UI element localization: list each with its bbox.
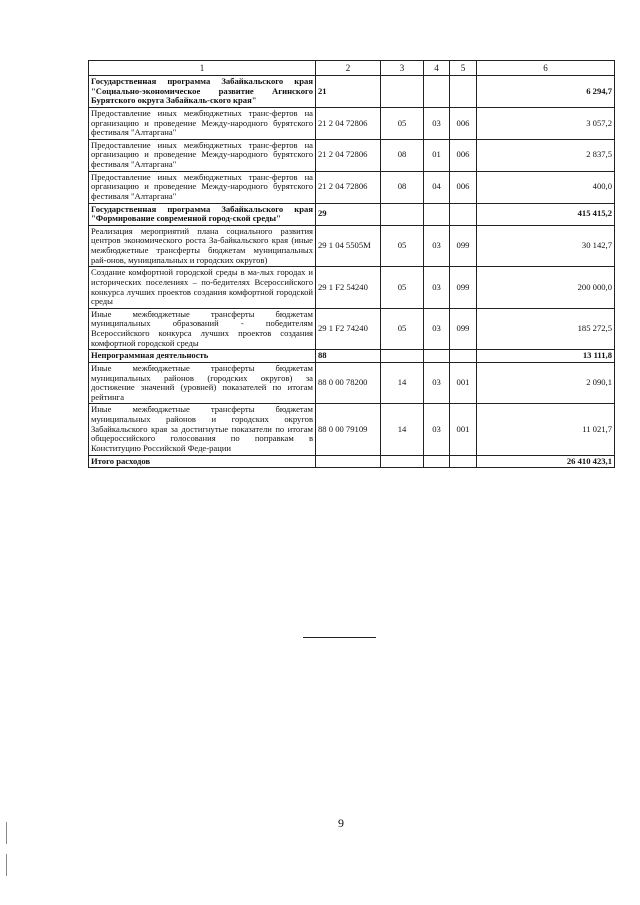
table-row <box>89 350 615 363</box>
cell-name: Иные межбюджетные трансферты бюджетам муниципальных районов (городских округов) за достижение значений (уровней) показателей по итогам рейтинга <box>89 362 316 404</box>
cell-name: Непрограммная деятельность <box>89 350 316 363</box>
cell-name: Государственная программа Забайкальского края "Социально-экономическое развитие Агинского Бурятского округа Забайкаль-ского края" <box>89 76 316 108</box>
cell-subsection: 03 <box>424 404 450 455</box>
cell-subsection <box>424 203 450 225</box>
cell-name: Государственная программа Забайкальского края "Формирование современной город-ской среды" <box>89 203 316 225</box>
cell-amount: 200 000,0 <box>477 267 615 309</box>
separator-line <box>303 637 376 638</box>
column-header-1: 1 <box>89 61 316 76</box>
cell-section: 05 <box>381 107 424 139</box>
cell-subsection: 04 <box>424 171 450 203</box>
cell-section: 14 <box>381 362 424 404</box>
cell-expense-type: 001 <box>450 404 477 455</box>
cell-expense-type: 001 <box>450 362 477 404</box>
table-row <box>89 404 615 455</box>
page-number: 9 <box>338 816 344 830</box>
cell-amount: 2 090,1 <box>477 362 615 404</box>
cell-subsection: 01 <box>424 139 450 171</box>
cell-amount: 185 272,5 <box>477 308 615 350</box>
table-row <box>89 76 615 108</box>
cell-section <box>381 455 424 468</box>
column-header-2: 2 <box>316 61 381 76</box>
margin-mark <box>6 854 7 876</box>
cell-subsection: 03 <box>424 225 450 267</box>
cell-target-code: 29 1 F2 74240 <box>316 308 381 350</box>
cell-section: 14 <box>381 404 424 455</box>
budget-table <box>88 60 615 468</box>
margin-mark <box>6 822 7 844</box>
cell-target-code: 29 1 F2 54240 <box>316 267 381 309</box>
table-row <box>89 107 615 139</box>
cell-section: 05 <box>381 308 424 350</box>
cell-amount: 30 142,7 <box>477 225 615 267</box>
cell-expense-type: 006 <box>450 139 477 171</box>
cell-target-code: 88 0 00 79109 <box>316 404 381 455</box>
cell-expense-type: 006 <box>450 171 477 203</box>
table-row <box>89 308 615 350</box>
cell-amount: 11 021,7 <box>477 404 615 455</box>
cell-expense-type: 099 <box>450 308 477 350</box>
cell-expense-type: 006 <box>450 107 477 139</box>
cell-subsection: 03 <box>424 267 450 309</box>
cell-target-code: 21 2 04 72806 <box>316 139 381 171</box>
table-row <box>89 362 615 404</box>
cell-expense-type <box>450 203 477 225</box>
cell-section: 05 <box>381 267 424 309</box>
table-row <box>89 139 615 171</box>
cell-target-code: 21 2 04 72806 <box>316 107 381 139</box>
column-header-4: 4 <box>424 61 450 76</box>
cell-expense-type: 099 <box>450 267 477 309</box>
cell-subsection: 03 <box>424 362 450 404</box>
cell-section <box>381 76 424 108</box>
cell-target-code: 21 2 04 72806 <box>316 171 381 203</box>
cell-amount: 3 057,2 <box>477 107 615 139</box>
cell-name: Иные межбюджетные трансферты бюджетам муниципальных образований - победителям Всероссийского конкурса лучших проектов создания комфортной городской среды <box>89 308 316 350</box>
cell-section: 08 <box>381 139 424 171</box>
cell-amount: 400,0 <box>477 171 615 203</box>
cell-name: Итого расходов <box>89 455 316 468</box>
table-row <box>89 203 615 225</box>
cell-amount: 2 837,5 <box>477 139 615 171</box>
cell-amount: 415 415,2 <box>477 203 615 225</box>
table-header-row <box>89 61 615 76</box>
cell-subsection: 03 <box>424 107 450 139</box>
cell-target-code: 88 <box>316 350 381 363</box>
cell-target-code: 29 1 04 5505М <box>316 225 381 267</box>
cell-subsection: 03 <box>424 308 450 350</box>
cell-section <box>381 350 424 363</box>
cell-name: Предоставление иных межбюджетных транс-фертов на организацию и проведение Между-народного бурятского фестиваля "Алтаргана" <box>89 139 316 171</box>
table-body <box>89 76 615 468</box>
cell-name: Реализация мероприятий плана социального развития центров экономического роста За-байкальского края (иные межбюджетные трансферты бюджетам муниципальных рай-онов, муниципальных и городских округов) <box>89 225 316 267</box>
cell-expense-type: 099 <box>450 225 477 267</box>
table-row <box>89 171 615 203</box>
column-header-3: 3 <box>381 61 424 76</box>
table-row <box>89 225 615 267</box>
cell-expense-type <box>450 455 477 468</box>
cell-expense-type <box>450 350 477 363</box>
cell-subsection <box>424 350 450 363</box>
cell-name: Иные межбюджетные трансферты бюджетам муниципальных районов и городских округов Забайкальского края за достигнутые показатели по итогам общероссийского голосования по поправкам в Конституцию Российской Феде-рации <box>89 404 316 455</box>
cell-section: 05 <box>381 225 424 267</box>
column-header-5: 5 <box>450 61 477 76</box>
table-row <box>89 455 615 468</box>
cell-subsection <box>424 76 450 108</box>
cell-expense-type <box>450 76 477 108</box>
cell-target-code: 29 <box>316 203 381 225</box>
cell-name: Создание комфортной городской среды в ма-лых городах и исторических поселениях – по-бедителях Всероссийского конкурса лучших проектов создания комфортной городской среды <box>89 267 316 309</box>
cell-subsection <box>424 455 450 468</box>
cell-name: Предоставление иных межбюджетных транс-фертов на организацию и проведение Между-народного бурятского фестиваля "Алтаргана" <box>89 107 316 139</box>
column-header-6: 6 <box>477 61 615 76</box>
cell-amount: 26 410 423,1 <box>477 455 615 468</box>
cell-name: Предоставление иных межбюджетных транс-фертов на организацию и проведение Между-народного бурятского фестиваля "Алтаргана" <box>89 171 316 203</box>
cell-target-code <box>316 455 381 468</box>
cell-target-code: 21 <box>316 76 381 108</box>
cell-amount: 13 111,8 <box>477 350 615 363</box>
table-row <box>89 267 615 309</box>
cell-amount: 6 294,7 <box>477 76 615 108</box>
cell-section: 08 <box>381 171 424 203</box>
cell-target-code: 88 0 00 78200 <box>316 362 381 404</box>
cell-section <box>381 203 424 225</box>
